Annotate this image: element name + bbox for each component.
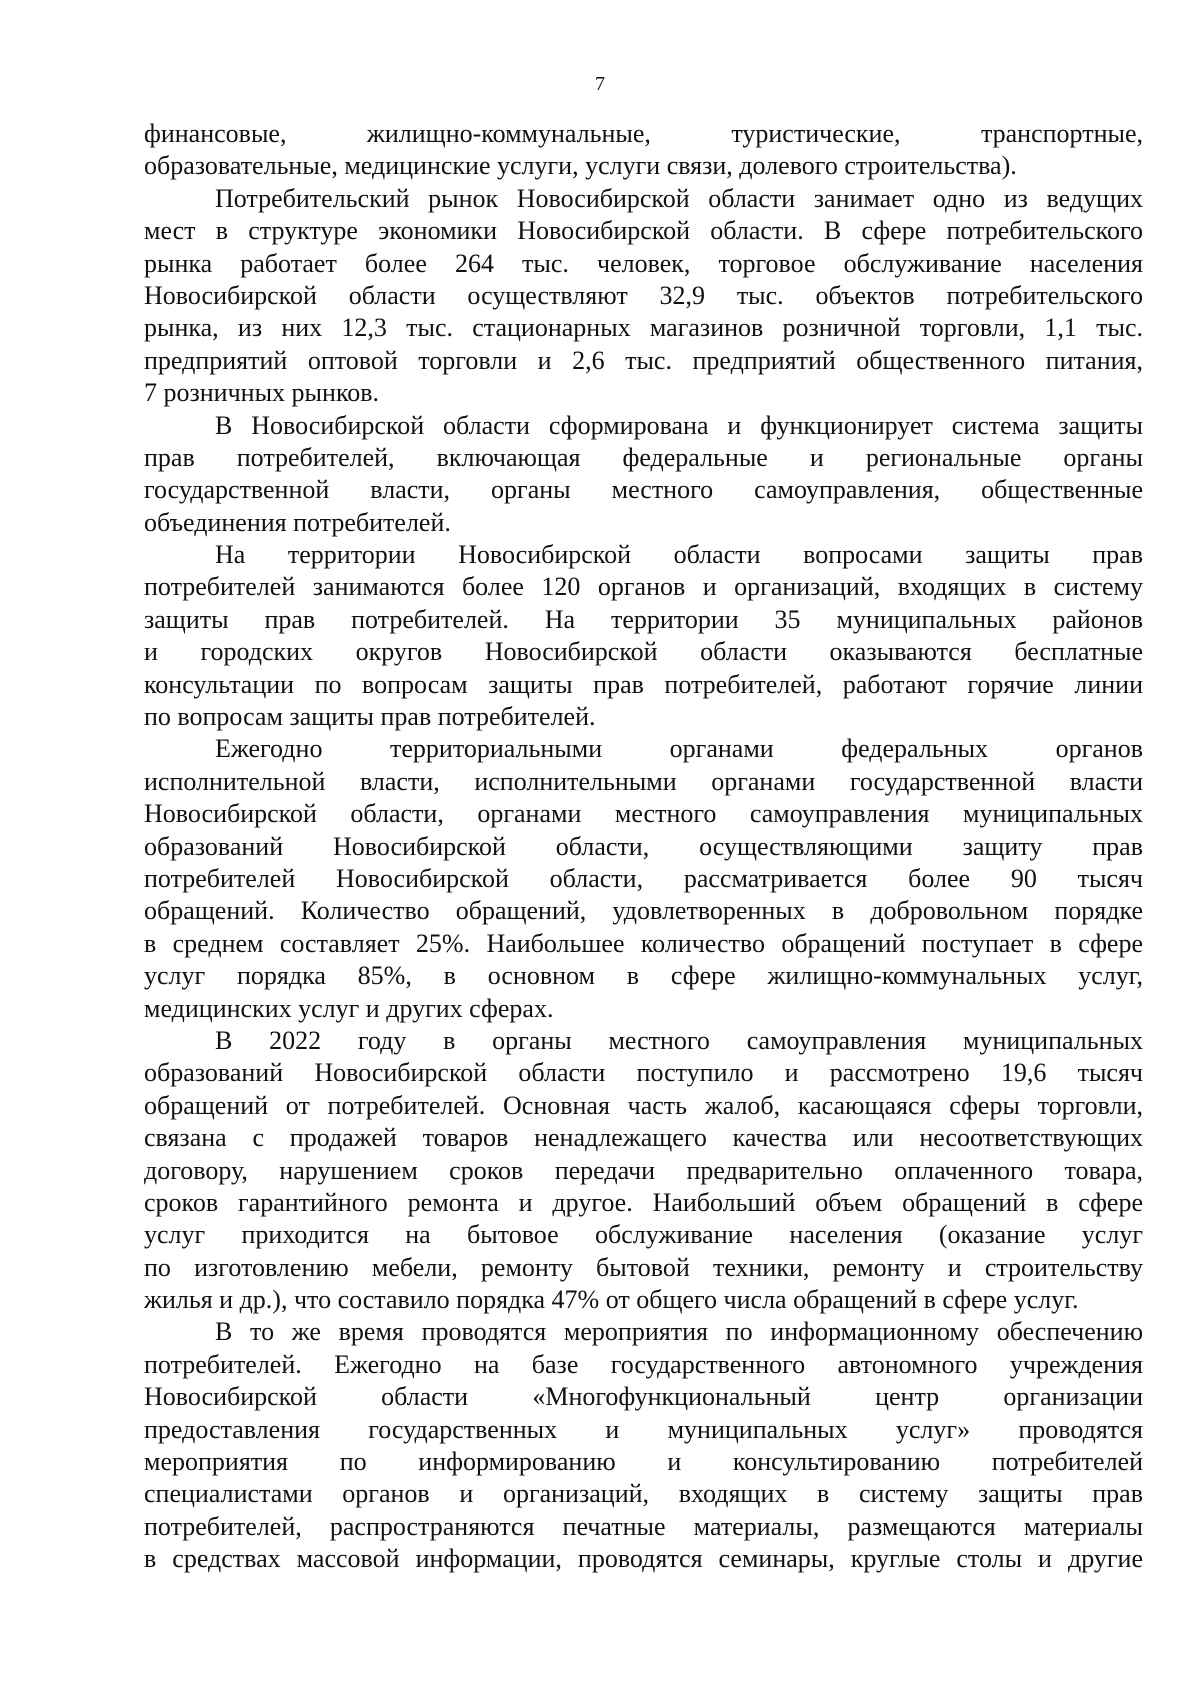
text-line: специалистами органов и организаций, входящих в систему защиты прав xyxy=(144,1479,1143,1509)
text-line: по вопросам защиты прав потребителей. xyxy=(144,702,596,732)
paragraph xyxy=(144,1025,1143,1317)
text-line: мероприятия по информированию и консультированию потребителей xyxy=(144,1447,1143,1477)
text-line: образований Новосибирской области, осуществляющими защиту прав xyxy=(144,831,1143,861)
text-line: В то же время проводятся мероприятия по информационному обеспечению xyxy=(215,1317,1143,1347)
text-line: исполнительной власти, исполнительными органами государственной власти xyxy=(144,766,1143,796)
text-line: Новосибирской области «Многофункциональный центр организации xyxy=(144,1382,1143,1412)
paragraph xyxy=(144,539,1143,733)
document-body xyxy=(144,118,1143,1576)
text-line: обращений. Количество обращений, удовлетворенных в добровольном порядке xyxy=(144,896,1143,926)
text-line: потребителей занимаются более 120 органов и организаций, входящих в систему xyxy=(144,572,1143,602)
text-line: рынка, из них 12,3 тыс. стационарных магазинов розничной торговли, 1,1 тыс. xyxy=(144,313,1143,343)
paragraph xyxy=(144,410,1143,540)
paragraph xyxy=(144,118,1143,183)
text-line: предоставления государственных и муниципальных услуг» проводятся xyxy=(144,1414,1143,1444)
text-line: консультации по вопросам защиты прав потребителей, работают горячие линии xyxy=(144,669,1143,699)
text-line: Потребительский рынок Новосибирской области занимает одно из ведущих xyxy=(215,183,1143,213)
text-line: потребителей. Ежегодно на базе государственного автономного учреждения xyxy=(144,1349,1143,1379)
text-line: 7 розничных рынков. xyxy=(144,378,380,408)
text-line: образований Новосибирской области поступило и рассмотрено 19,6 тысяч xyxy=(144,1058,1143,1088)
text-line: объединения потребителей. xyxy=(144,507,451,537)
text-line: в среднем составляет 25%. Наибольшее количество обращений поступает в сфере xyxy=(144,928,1143,958)
text-line: медицинских услуг и других сферах. xyxy=(144,993,554,1023)
text-line: финансовые, жилищно-коммунальные, туристические, транспортные, xyxy=(144,119,1143,148)
text-line: в средствах массовой информации, проводятся семинары, круглые столы и другие xyxy=(144,1544,1143,1574)
paragraph xyxy=(144,733,1143,1025)
paragraph xyxy=(144,1316,1143,1575)
text-line: Новосибирской области, органами местного самоуправления муниципальных xyxy=(144,799,1143,829)
text-line: сроков гарантийного ремонта и другое. Наибольший объем обращений в сфере xyxy=(144,1187,1143,1217)
text-line: обращений от потребителей. Основная часть жалоб, касающаяся сферы торговли, xyxy=(144,1090,1143,1120)
page-number: 7 xyxy=(595,73,605,95)
text-line: рынка работает более 264 тыс. человек, торговое обслуживание населения xyxy=(144,248,1143,278)
text-line: В Новосибирской области сформирована и функционирует система защиты xyxy=(215,410,1143,440)
text-line: и городских округов Новосибирской области оказываются бесплатные xyxy=(144,637,1143,667)
text-line: потребителей, распространяются печатные материалы, размещаются материалы xyxy=(144,1511,1143,1541)
text-line: жилья и др.), что составило порядка 47% от общего числа обращений в сфере услуг. xyxy=(144,1285,1079,1315)
text-line: услуг порядка 85%, в основном в сфере жилищно-коммунальных услуг, xyxy=(144,961,1143,991)
text-line: Новосибирской области осуществляют 32,9 тыс. объектов потребительского xyxy=(144,280,1143,310)
text-line: мест в структуре экономики Новосибирской области. В сфере потребительского xyxy=(144,216,1143,246)
text-line: потребителей Новосибирской области, рассматривается более 90 тысяч xyxy=(144,863,1143,893)
text-line: предприятий оптовой торговли и 2,6 тыс. предприятий общественного питания, xyxy=(144,345,1143,375)
text-line: договору, нарушением сроков передачи предварительно оплаченного товара, xyxy=(144,1155,1143,1185)
paragraph xyxy=(144,183,1143,410)
text-line: На территории Новосибирской области вопросами защиты прав xyxy=(215,540,1143,570)
text-line: В 2022 году в органы местного самоуправления муниципальных xyxy=(215,1025,1143,1055)
text-line: образовательные, медицинские услуги, услуги связи, долевого строительства). xyxy=(144,151,1017,181)
text-line: прав потребителей, включающая федеральные и региональные органы xyxy=(144,442,1143,472)
text-line: по изготовлению мебели, ремонту бытовой техники, ремонту и строительству xyxy=(144,1252,1143,1282)
text-line: услуг приходится на бытовое обслуживание населения (оказание услуг xyxy=(144,1220,1143,1250)
text-line: защиты прав потребителей. На территории 35 муниципальных районов xyxy=(144,604,1143,634)
text-line: государственной власти, органы местного самоуправления, общественные xyxy=(144,475,1143,505)
text-line: Ежегодно территориальными органами федеральных органов xyxy=(215,734,1143,764)
text-line: связана с продажей товаров ненадлежащего качества или несоответствующих xyxy=(144,1123,1143,1153)
